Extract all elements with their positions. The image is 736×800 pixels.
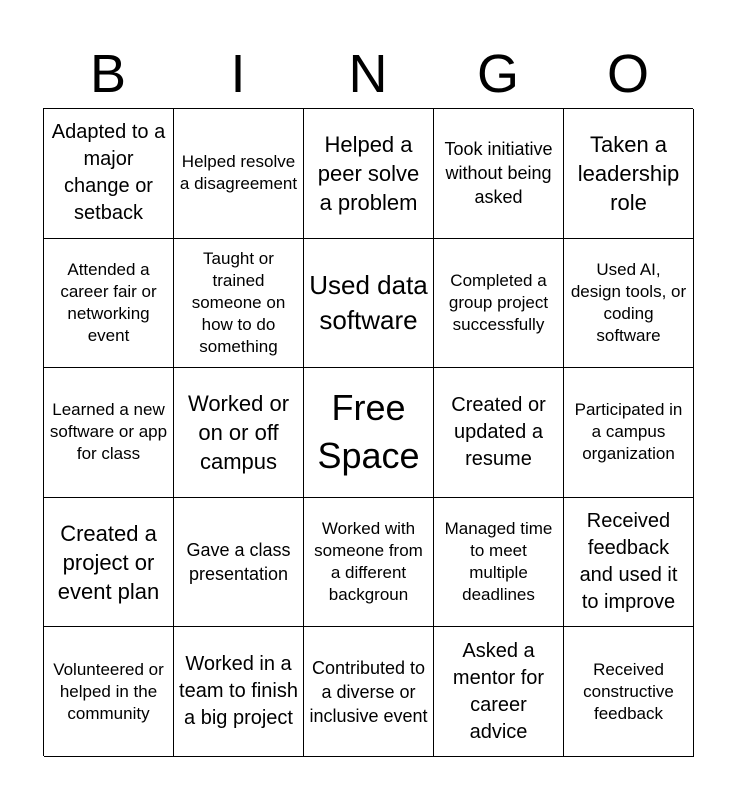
bingo-cell[interactable] bbox=[44, 239, 174, 369]
bingo-cell-text: Took initiative without being asked bbox=[444, 139, 553, 208]
bingo-cell-text: Completed a group project successfully bbox=[448, 270, 549, 334]
bingo-cell-text: Contributed to a diverse or inclusive event bbox=[309, 657, 428, 726]
bingo-cell-text: Received feedback and used it to improve bbox=[579, 510, 678, 614]
bingo-cell[interactable] bbox=[564, 109, 694, 239]
bingo-cell[interactable] bbox=[434, 368, 564, 498]
header-letter-o: O bbox=[606, 44, 649, 104]
bingo-cell[interactable] bbox=[304, 109, 434, 239]
bingo-cell[interactable] bbox=[44, 627, 174, 757]
bingo-cell[interactable] bbox=[564, 627, 694, 757]
bingo-cell[interactable] bbox=[44, 498, 174, 628]
bingo-cell[interactable] bbox=[174, 368, 304, 498]
bingo-cell[interactable] bbox=[564, 368, 694, 498]
bingo-cell-text: Volunteered or helped in the community bbox=[53, 659, 164, 723]
bingo-cell[interactable] bbox=[564, 239, 694, 369]
bingo-cell-text: Adapted to a major change or setback bbox=[51, 121, 166, 225]
bingo-cell[interactable] bbox=[434, 239, 564, 369]
bingo-cell-text: Created a project or event plan bbox=[57, 520, 160, 604]
bingo-cell-text: Used AI, design tools, or coding software bbox=[570, 259, 687, 345]
bingo-cell[interactable] bbox=[304, 627, 434, 757]
bingo-cell[interactable] bbox=[44, 368, 174, 498]
bingo-cell[interactable] bbox=[304, 239, 434, 369]
bingo-card-grid bbox=[43, 108, 693, 756]
bingo-cell-text: Worked or on or off campus bbox=[187, 390, 290, 474]
bingo-cell[interactable] bbox=[174, 627, 304, 757]
bingo-cell[interactable] bbox=[174, 239, 304, 369]
bingo-cell-text: Worked with someone from a different backgroun bbox=[314, 519, 423, 605]
header-letter-i: I bbox=[230, 44, 246, 104]
bingo-cell-text: Participated in a campus organization bbox=[574, 400, 683, 464]
bingo-cell-text: Worked in a team to finish a big project bbox=[179, 653, 298, 730]
bingo-cell[interactable] bbox=[44, 109, 174, 239]
bingo-cell[interactable] bbox=[564, 498, 694, 628]
bingo-cell[interactable] bbox=[174, 109, 304, 239]
bingo-cell[interactable] bbox=[304, 498, 434, 628]
bingo-cell-text: Managed time to meet multiple deadlines bbox=[444, 519, 553, 605]
header-letter-n: N bbox=[348, 44, 388, 104]
bingo-cell[interactable] bbox=[434, 109, 564, 239]
bingo-cell-text: Created or updated a resume bbox=[451, 393, 546, 470]
bingo-cell[interactable] bbox=[434, 498, 564, 628]
free-space-cell[interactable] bbox=[304, 368, 434, 498]
header-letter-b: B bbox=[89, 44, 127, 104]
bingo-cell-text: Learned a new software or app for class bbox=[49, 400, 168, 464]
bingo-cell-text: Taught or trained someone on how to do something bbox=[191, 248, 286, 356]
bingo-cell-text: Attended a career fair or networking event bbox=[60, 259, 157, 345]
bingo-cell-text: Taken a leadership role bbox=[577, 131, 680, 215]
bingo-header bbox=[43, 40, 693, 108]
bingo-cell-text: Gave a class presentation bbox=[186, 540, 291, 585]
bingo-cell-text: Helped a peer solve a problem bbox=[317, 131, 420, 215]
bingo-cell-text: Asked a mentor for career advice bbox=[452, 639, 545, 743]
bingo-cell[interactable] bbox=[174, 498, 304, 628]
bingo-cell-text: Used data software bbox=[309, 269, 428, 335]
bingo-cell-text: Helped resolve a disagreement bbox=[179, 152, 298, 194]
header-letter-g: G bbox=[476, 44, 519, 104]
bingo-cell[interactable] bbox=[434, 627, 564, 757]
free-space-text: Free Space bbox=[317, 387, 420, 477]
bingo-cell-text: Received constructive feedback bbox=[583, 659, 674, 723]
